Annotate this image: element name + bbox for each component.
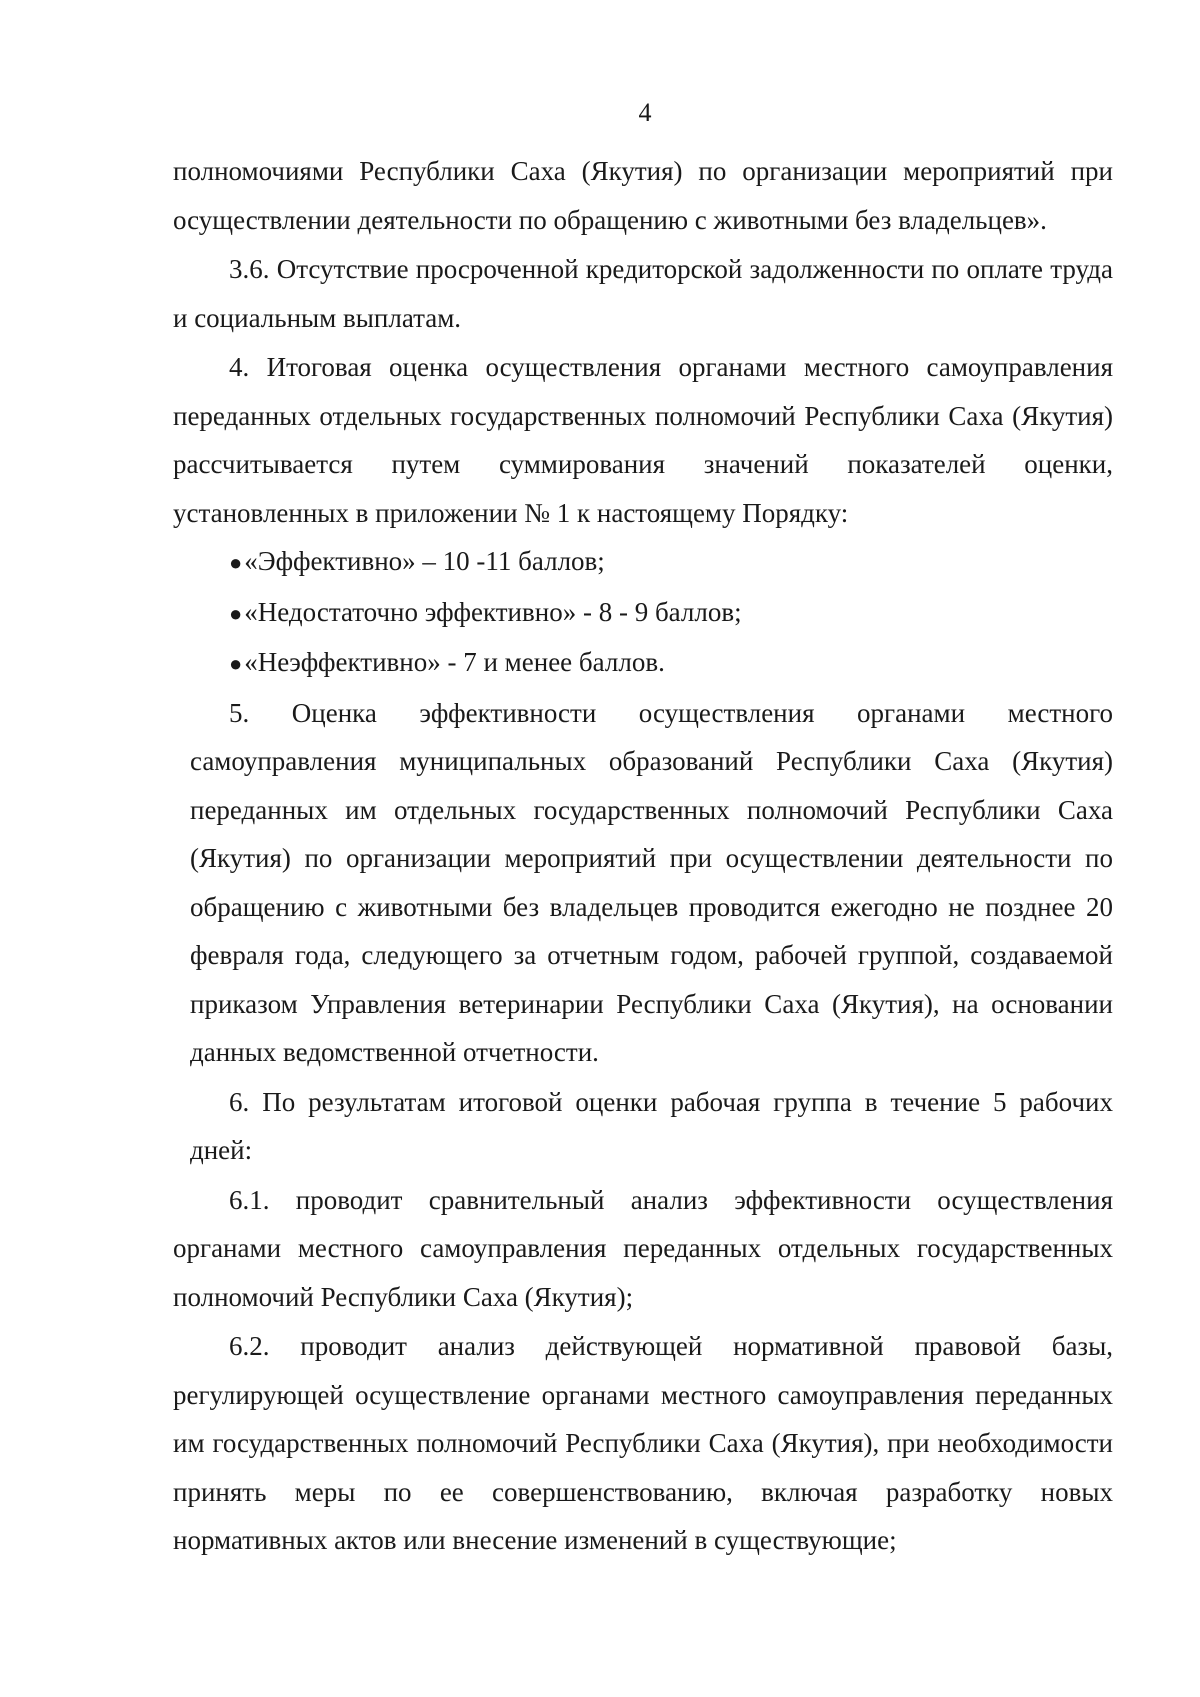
paragraph-6: 6. По результатам итоговой оценки рабочая группа в течение 5 рабочих дней: — [190, 1086, 1113, 1165]
list-item-text: «Эффективно» – 10 -11 баллов; — [244, 546, 605, 576]
bullet-icon: ● — [229, 651, 243, 676]
paragraph-continuation: полномочиями Республики Саха (Якутия) по организации мероприятий при осуществлении деятельности по обращению с животными без владельцев». — [173, 156, 1113, 235]
shifted-block — [190, 689, 1113, 1175]
bullet-icon: ● — [229, 550, 243, 575]
list-item — [173, 537, 1113, 588]
paragraph-4: 4. Итоговая оценка осуществления органами местного самоуправления переданных отдельных государственных полномочий Республики Саха (Якутия) рассчитывается путем суммирования значений показателей оценки, установленных в приложении № 1 к настоящему Порядку: — [173, 352, 1113, 528]
list-item — [173, 588, 1113, 639]
document-body — [173, 147, 1113, 1565]
list-item — [173, 638, 1113, 689]
bullet-icon: ● — [229, 600, 243, 626]
rating-scale-list — [173, 537, 1113, 689]
paragraph-5: 5. Оценка эффективности осуществления органами местного самоуправления муниципальных образований Республики Саха (Якутия) переданных им отдельных государственных полномочий Республики Саха (Якутия) по организации мероприятий при осуществлении деятельности по обращению с животными без владельцев проводится ежегодно не позднее 20 февраля года, следующего за отчетным годом, рабочей группой, создаваемой приказом Управления ветеринарии Республики Саха (Якутия), на основании данных ведомственной отчетности. — [190, 697, 1113, 1067]
paragraph-3-6: 3.6. Отсутствие просроченной кредиторской задолженности по оплате труда и социальным выплатам. — [173, 254, 1113, 333]
page-number: 4 — [638, 98, 652, 127]
paragraph-6-1: 6.1. проводит сравнительный анализ эффективности осуществления органами местного самоуправления переданных отдельных государственных полномочий Республики Саха (Якутия); — [173, 1184, 1113, 1312]
list-item-text: «Недостаточно эффективно» - 8 - 9 баллов; — [244, 596, 742, 627]
list-item-text: «Неэффективно» - 7 и менее баллов. — [244, 647, 665, 677]
paragraph-6-2: 6.2. проводит анализ действующей нормативной правовой базы, регулирующей осуществление органами местного самоуправления переданных им государственных полномочий Республики Саха (Якутия), при необходимости принять меры по ее совершенствованию, включая разработку новых нормативных актов или внесение изменений в существующие; — [173, 1331, 1113, 1555]
